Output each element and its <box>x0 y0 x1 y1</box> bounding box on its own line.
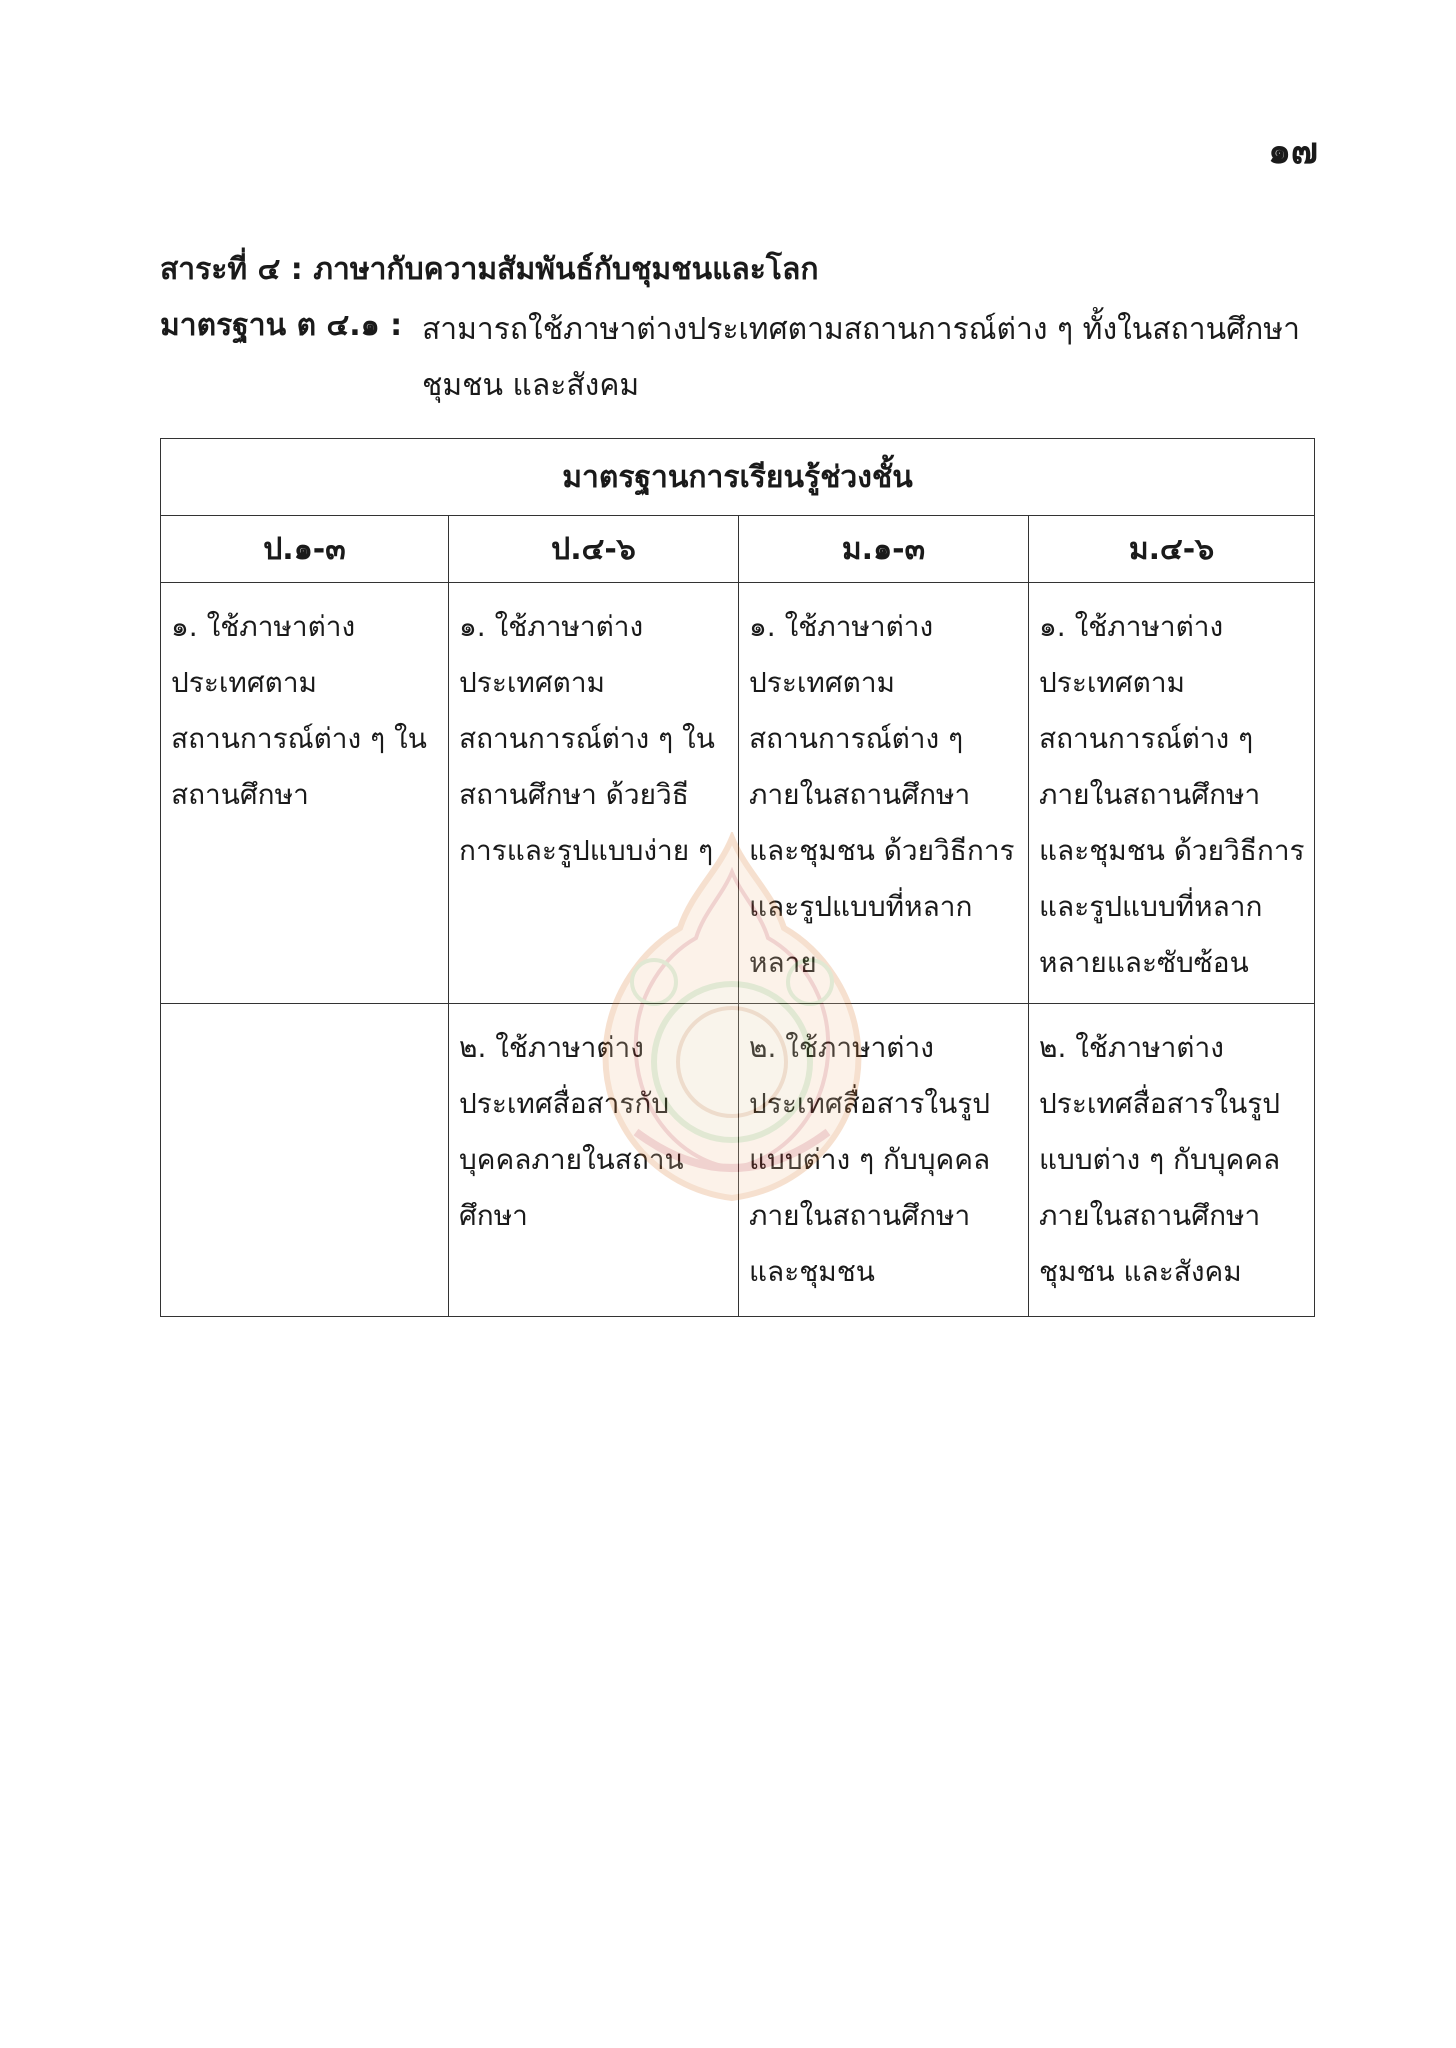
level-header: ป.๔-๖ <box>449 516 739 583</box>
table-title: มาตรฐานการเรียนรู้ช่วงชั้น <box>161 439 1315 516</box>
table-cell: ๑. ใช้ภาษาต่างประเทศตามสถานการณ์ต่าง ๆ ในสถานศึกษา <box>161 583 449 1004</box>
table-cell: ๑. ใช้ภาษาต่างประเทศตามสถานการณ์ต่าง ๆ ในสถานศึกษา ด้วยวิธีการและรูปแบบง่าย ๆ <box>449 583 739 1004</box>
table-cell: ๒. ใช้ภาษาต่างประเทศสื่อสารในรูปแบบต่าง ๆ กับบุคคลภายในสถานศึกษา ชุมชน และสังคม <box>1029 1004 1315 1317</box>
level-header: ม.๑-๓ <box>739 516 1029 583</box>
table-cell: ๒. ใช้ภาษาต่างประเทศสื่อสารในรูปแบบต่าง ๆ กับบุคคลภายในสถานศึกษาและชุมชน <box>739 1004 1029 1317</box>
learning-standards-table <box>160 438 1315 1317</box>
table-row <box>161 1004 1315 1317</box>
table-cell: ๒. ใช้ภาษาต่างประเทศสื่อสารกับบุคคลภายในสถานศึกษา <box>449 1004 739 1317</box>
level-header: ม.๔-๖ <box>1029 516 1315 583</box>
section-heading: สาระที่ ๔ : ภาษากับความสัมพันธ์กับชุมชนและโลก <box>160 252 819 287</box>
table-row <box>161 583 1315 1004</box>
standard-label: มาตรฐาน ต ๔.๑ : <box>160 308 403 343</box>
table-cell: ๑. ใช้ภาษาต่างประเทศตามสถานการณ์ต่าง ๆ ภายในสถานศึกษา และชุมชน ด้วยวิธีการและรูปแบบที่หลากหลายและซับซ้อน <box>1029 583 1315 1004</box>
table-cell <box>161 1004 449 1317</box>
page-number: ๑๗ <box>1268 131 1318 172</box>
level-header: ป.๑-๓ <box>161 516 449 583</box>
standard-text: สามารถใช้ภาษาต่างประเทศตามสถานการณ์ต่าง ๆ ทั้งในสถานศึกษา ชุมชน และสังคม <box>422 312 1300 403</box>
table-cell: ๑. ใช้ภาษาต่างประเทศตามสถานการณ์ต่าง ๆ ภายในสถานศึกษาและชุมชน ด้วยวิธีการและรูปแบบที่หลากหลาย <box>739 583 1029 1004</box>
